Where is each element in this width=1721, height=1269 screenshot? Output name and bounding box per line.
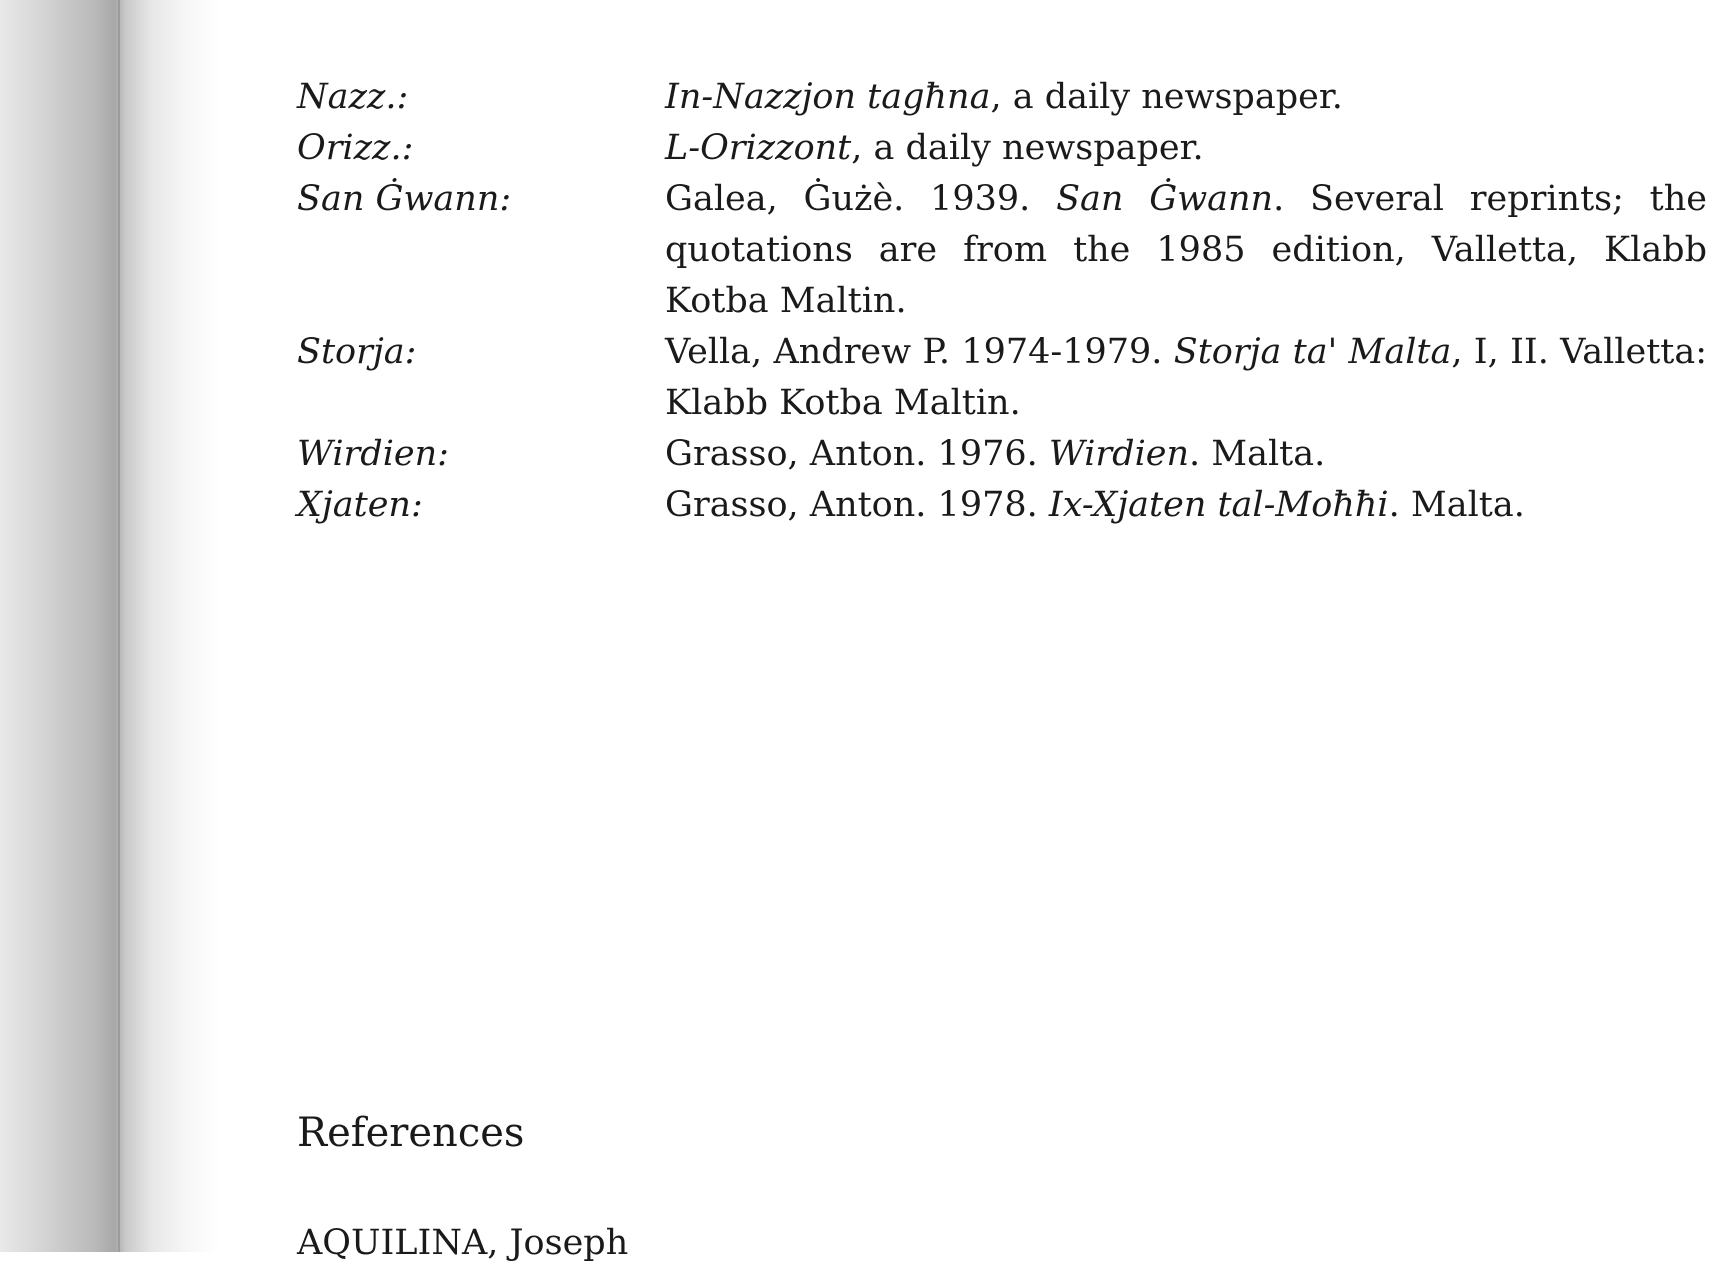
abbreviation-term: Orizz.:	[297, 128, 414, 168]
desc-text: . Malta.	[1189, 434, 1326, 474]
page-binding-line	[118, 0, 120, 1252]
abbreviation-list	[297, 72, 1707, 531]
abbreviation-term: Storja:	[297, 332, 417, 372]
abbreviation-description	[665, 174, 1707, 327]
references-heading: References	[297, 1110, 525, 1156]
abbreviation-entry-xjaten	[297, 480, 1707, 531]
desc-text: . Malta.	[1388, 485, 1525, 525]
abbreviation-entry-nazz	[297, 72, 1707, 123]
abbreviation-term: San Ġwann:	[297, 179, 512, 219]
abbreviation-description	[665, 72, 1707, 123]
desc-text: Grasso, Anton. 1976.	[665, 434, 1049, 474]
desc-title: In-Nazzjon tagħna	[665, 77, 991, 117]
abbreviation-term: Nazz.:	[297, 77, 409, 117]
desc-text: , a daily newspaper.	[851, 128, 1204, 168]
abbreviation-entry-orizz	[297, 123, 1707, 174]
desc-text: , a daily newspaper.	[990, 77, 1343, 117]
page-gutter-shadow	[0, 0, 220, 1252]
abbreviation-term: Wirdien:	[297, 434, 449, 474]
desc-title: L-Orizzont	[665, 128, 852, 168]
abbreviation-description	[665, 480, 1707, 531]
abbreviation-description	[665, 123, 1707, 174]
abbreviation-term: Xjaten:	[297, 485, 423, 525]
desc-title: San Ġwann	[1056, 179, 1274, 219]
reference-first-author: AQUILINA, Joseph	[297, 1223, 629, 1263]
desc-title: Storja ta' Malta	[1173, 332, 1452, 372]
desc-text: Galea, Ġużè. 1939.	[665, 179, 1057, 219]
desc-text: Grasso, Anton. 1978.	[665, 485, 1049, 525]
abbreviation-entry-storja	[297, 327, 1707, 429]
desc-title: Ix-Xjaten tal-Moħħi	[1048, 485, 1389, 525]
abbreviation-description	[665, 327, 1707, 429]
desc-text: . Several reprints; the quotations are from the 1985 edition, Valletta, Klabb Kotba Maltin.	[665, 179, 1708, 321]
abbreviation-description	[665, 429, 1707, 480]
desc-text: Vella, Andrew P. 1974-1979.	[665, 332, 1174, 372]
abbreviation-entry-san-gwann	[297, 174, 1707, 327]
desc-title: Wirdien	[1048, 434, 1190, 474]
desc-text: , I, II. Valletta: Klabb Kotba Maltin.	[665, 332, 1707, 423]
abbreviation-entry-wirdien	[297, 429, 1707, 480]
